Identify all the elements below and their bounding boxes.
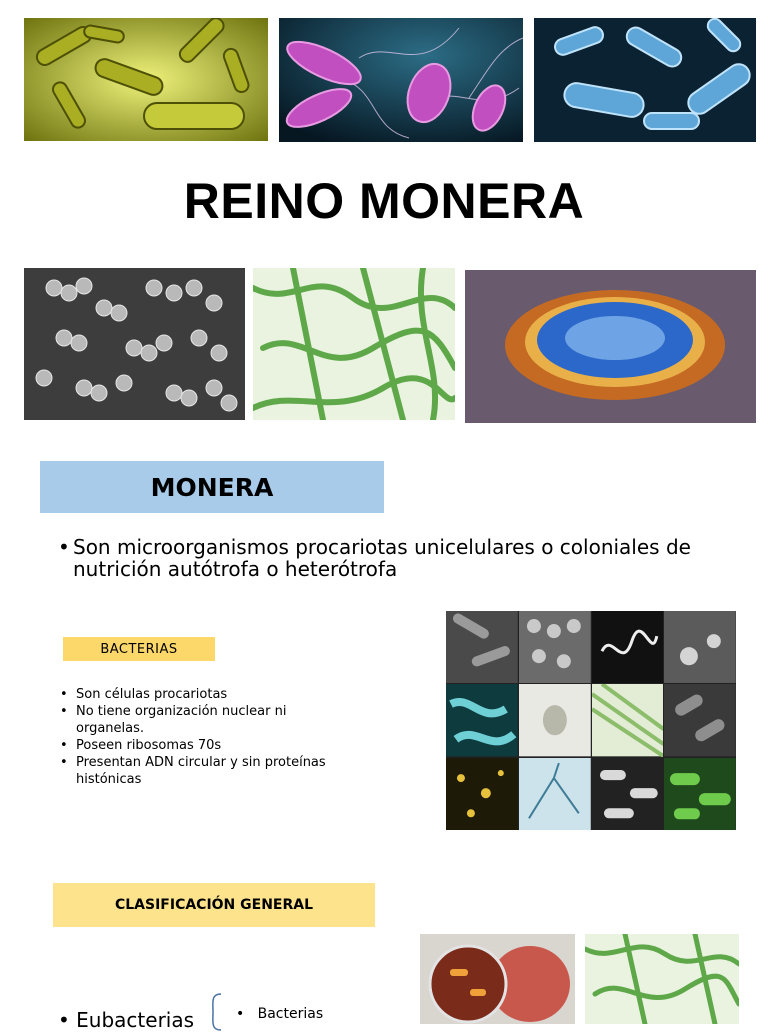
monera-intro [58,536,738,580]
micrograph-rods-dark [664,684,736,756]
micrograph-rods-white [592,758,664,830]
micrograph-cocci-gray [519,611,591,683]
list-item: • No tiene organización nuclear ni organelas. [58,703,358,737]
micrograph-flagellated-cell [519,684,591,756]
micrograph-spirochete-white [592,611,664,683]
brace-icon [203,992,223,1032]
blue-rod-bacteria-image [534,18,756,142]
monera-heading: MONERA [40,461,384,513]
micrograph-teal-chains [446,684,518,756]
subitem-label: Bacterias [257,1006,324,1022]
eubacterias-item: • Eubacterias [58,1008,195,1032]
monera-intro-text: Son microorganismos procariotas unicelulares o coloniales de nutrición autótrofa o heterótrofa [73,535,691,581]
bullet: • [58,535,70,559]
bacteria-micrograph-grid [446,611,736,830]
cocci-colony-micrograph-image [24,268,245,420]
micrograph-blue-hyphae [519,758,591,830]
green-cyanobacteria-filaments-image [253,268,455,420]
micrograph-green-rods [664,758,736,830]
hot-spring-image [465,270,756,423]
list-item: • Son células procariotas [58,686,358,703]
green-cyanobacteria-filaments-image [585,934,739,1024]
list-item: • Poseen ribosomas 70s [58,737,358,754]
pink-flagellated-bacteria-image [279,18,523,142]
page-title: REINO MONERA [183,173,585,229]
micrograph-rods-gray [446,611,518,683]
list-item: • Presentan ADN circular y sin proteínas histónicas [58,754,358,788]
clasificacion-heading: CLASIFICACIÓN GENERAL [53,883,375,927]
bacterias-heading: BACTERIAS [63,637,215,661]
micrograph-green-filaments [592,684,664,756]
subitem-bacterias: • Bacterias [236,1006,324,1022]
micrograph-round-cells [664,611,736,683]
eubacterias-label: Eubacterias [76,1008,195,1032]
bacterias-list [58,686,358,788]
gut-bacteria-illustration-image [420,934,575,1024]
micrograph-yellow-colonies [446,758,518,830]
yellow-rod-bacteria-image [24,18,268,141]
